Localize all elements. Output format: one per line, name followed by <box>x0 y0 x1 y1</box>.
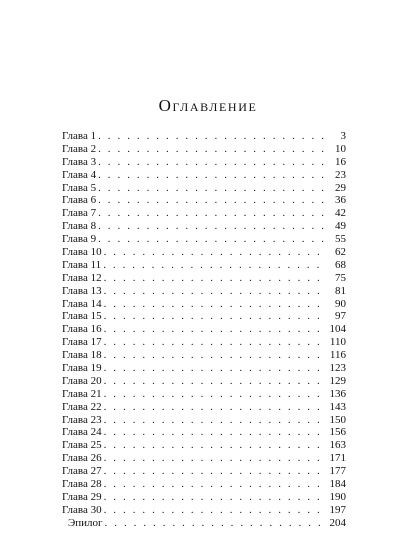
toc-entry-page-number: 75 <box>335 271 346 284</box>
toc-entry-label: Глава 3 <box>62 155 97 168</box>
toc-entry-label: Глава 4 <box>62 168 97 181</box>
toc-dot-leader <box>98 156 327 169</box>
toc-entry-page-number: 143 <box>329 400 346 413</box>
toc-dot-leader <box>104 336 327 349</box>
toc-entry <box>62 246 346 259</box>
toc-entry <box>62 336 346 349</box>
toc-dot-leader <box>104 272 327 285</box>
toc-entry <box>62 130 346 143</box>
toc-entry-page-number: 129 <box>329 374 346 387</box>
toc-entry-label: Глава 11 <box>62 258 102 271</box>
toc-title: Оглавление <box>158 96 258 115</box>
toc-dot-leader <box>104 426 327 439</box>
toc-entry-label: Глава 20 <box>62 374 102 387</box>
toc-entry-page-number: 110 <box>329 336 346 349</box>
toc-dot-leader <box>104 401 327 414</box>
toc-entry-label: Глава 8 <box>62 220 97 233</box>
toc-dot-leader <box>104 504 327 517</box>
toc-entry-page-number: 62 <box>335 246 346 259</box>
toc-entry <box>62 298 346 311</box>
toc-entry <box>62 272 346 285</box>
toc-entry-label: Глава 2 <box>62 142 97 155</box>
toc-dot-leader <box>104 323 327 336</box>
toc-entry <box>62 491 346 504</box>
toc-entry-label: Глава 30 <box>62 503 102 516</box>
toc-entry-label: Глава 17 <box>62 336 102 349</box>
toc-entry <box>62 388 346 401</box>
toc-dot-leader <box>98 182 327 195</box>
toc-dot-leader <box>104 349 327 362</box>
toc-entry-page-number: 171 <box>329 452 346 465</box>
toc-entry-label: Глава 25 <box>62 439 102 452</box>
toc-entry <box>62 285 346 298</box>
toc-entry-label: Глава 19 <box>62 362 102 375</box>
toc-entry-page-number: 29 <box>335 181 346 194</box>
toc-entry <box>62 220 346 233</box>
toc-entry <box>62 233 346 246</box>
toc-entry-page-number: 116 <box>329 349 346 362</box>
toc-entry-page-number: 90 <box>335 297 346 310</box>
toc-entry-page-number: 49 <box>335 220 346 233</box>
toc-dot-leader <box>104 478 327 491</box>
toc-entry-label: Глава 14 <box>62 297 102 310</box>
toc-entry-label: Глава 27 <box>62 465 102 478</box>
toc-entry-label: Глава 13 <box>62 284 102 297</box>
toc-list <box>62 130 346 530</box>
toc-entry-label: Глава 23 <box>62 413 102 426</box>
toc-entry-label: Глава 10 <box>62 246 102 259</box>
toc-entry-page-number: 55 <box>335 233 346 246</box>
toc-entry <box>62 426 346 439</box>
toc-entry <box>62 259 346 272</box>
toc-dot-leader <box>103 259 327 272</box>
toc-entry-label: Глава 5 <box>62 181 97 194</box>
toc-entry <box>62 478 346 491</box>
toc-entry-label: Эпилог <box>68 516 103 529</box>
toc-dot-leader <box>98 207 327 220</box>
toc-entry-page-number: 42 <box>335 207 346 220</box>
toc-entry <box>62 504 346 517</box>
toc-entry-page-number: 123 <box>329 362 346 375</box>
toc-dot-leader <box>98 194 327 207</box>
toc-entry <box>62 323 346 336</box>
toc-dot-leader <box>104 298 327 311</box>
toc-entry-label: Глава 9 <box>62 233 97 246</box>
toc-entry <box>62 349 346 362</box>
toc-entry-page-number: 190 <box>329 490 346 503</box>
toc-dot-leader <box>98 130 327 143</box>
toc-dot-leader <box>104 285 327 298</box>
toc-dot-leader <box>104 491 327 504</box>
toc-entry-label: Глава 16 <box>62 323 102 336</box>
toc-entry-page-number: 36 <box>335 194 346 207</box>
toc-entry-label: Глава 21 <box>62 387 102 400</box>
toc-entry-page-number: 150 <box>329 413 346 426</box>
toc-entry-page-number: 81 <box>335 284 346 297</box>
toc-entry-page-number: 23 <box>335 168 346 181</box>
toc-dot-leader <box>104 414 327 427</box>
toc-entry-page-number: 184 <box>329 478 346 491</box>
toc-dot-leader <box>104 375 327 388</box>
toc-entry <box>62 362 346 375</box>
toc-entry-label: Глава 24 <box>62 426 102 439</box>
toc-entry <box>62 156 346 169</box>
toc-entry-label: Глава 7 <box>62 207 97 220</box>
toc-entry-page-number: 10 <box>335 142 346 155</box>
toc-entry <box>62 517 346 530</box>
toc-entry <box>62 439 346 452</box>
toc-entry-page-number: 68 <box>335 258 346 271</box>
toc-entry-label: Глава 22 <box>62 400 102 413</box>
toc-dot-leader <box>104 439 327 452</box>
toc-dot-leader <box>98 143 327 156</box>
toc-entry-page-number: 197 <box>329 503 346 516</box>
toc-entry-page-number: 3 <box>340 130 346 142</box>
toc-entry-page-number: 163 <box>329 439 346 452</box>
toc-entry-label: Глава 15 <box>62 310 102 323</box>
toc-entry <box>62 169 346 182</box>
toc-entry-page-number: 204 <box>329 516 346 529</box>
toc-entry-label: Глава 18 <box>62 349 102 362</box>
toc-entry <box>62 414 346 427</box>
toc-dot-leader <box>104 465 327 478</box>
toc-entry-label: Глава 26 <box>62 452 102 465</box>
toc-entry-page-number: 97 <box>335 310 346 323</box>
toc-entry-label: Глава 12 <box>62 271 102 284</box>
toc-entry-page-number: 156 <box>329 426 346 439</box>
toc-entry <box>62 143 346 156</box>
toc-dot-leader <box>104 310 327 323</box>
toc-entry-page-number: 136 <box>329 387 346 400</box>
toc-dot-leader <box>105 517 327 530</box>
toc-entry <box>62 465 346 478</box>
toc-entry-page-number: 177 <box>329 465 346 478</box>
toc-entry-page-number: 16 <box>335 155 346 168</box>
toc-entry <box>62 310 346 323</box>
toc-entry <box>62 207 346 220</box>
toc-entry-page-number: 104 <box>329 323 346 336</box>
toc-entry <box>62 194 346 207</box>
toc-entry <box>62 375 346 388</box>
toc-entry-label: Глава 28 <box>62 478 102 491</box>
toc-dot-leader <box>104 362 327 375</box>
toc-entry-label: Глава 1 <box>62 130 97 142</box>
toc-dot-leader <box>104 388 327 401</box>
toc-dot-leader <box>104 452 327 465</box>
toc-entry <box>62 182 346 195</box>
toc-dot-leader <box>98 169 327 182</box>
toc-dot-leader <box>98 233 327 246</box>
toc-entry-label: Глава 6 <box>62 194 97 207</box>
toc-dot-leader <box>104 246 327 259</box>
toc-entry <box>62 401 346 414</box>
toc-entry <box>62 452 346 465</box>
toc-dot-leader <box>98 220 327 233</box>
toc-entry-label: Глава 29 <box>62 490 102 503</box>
